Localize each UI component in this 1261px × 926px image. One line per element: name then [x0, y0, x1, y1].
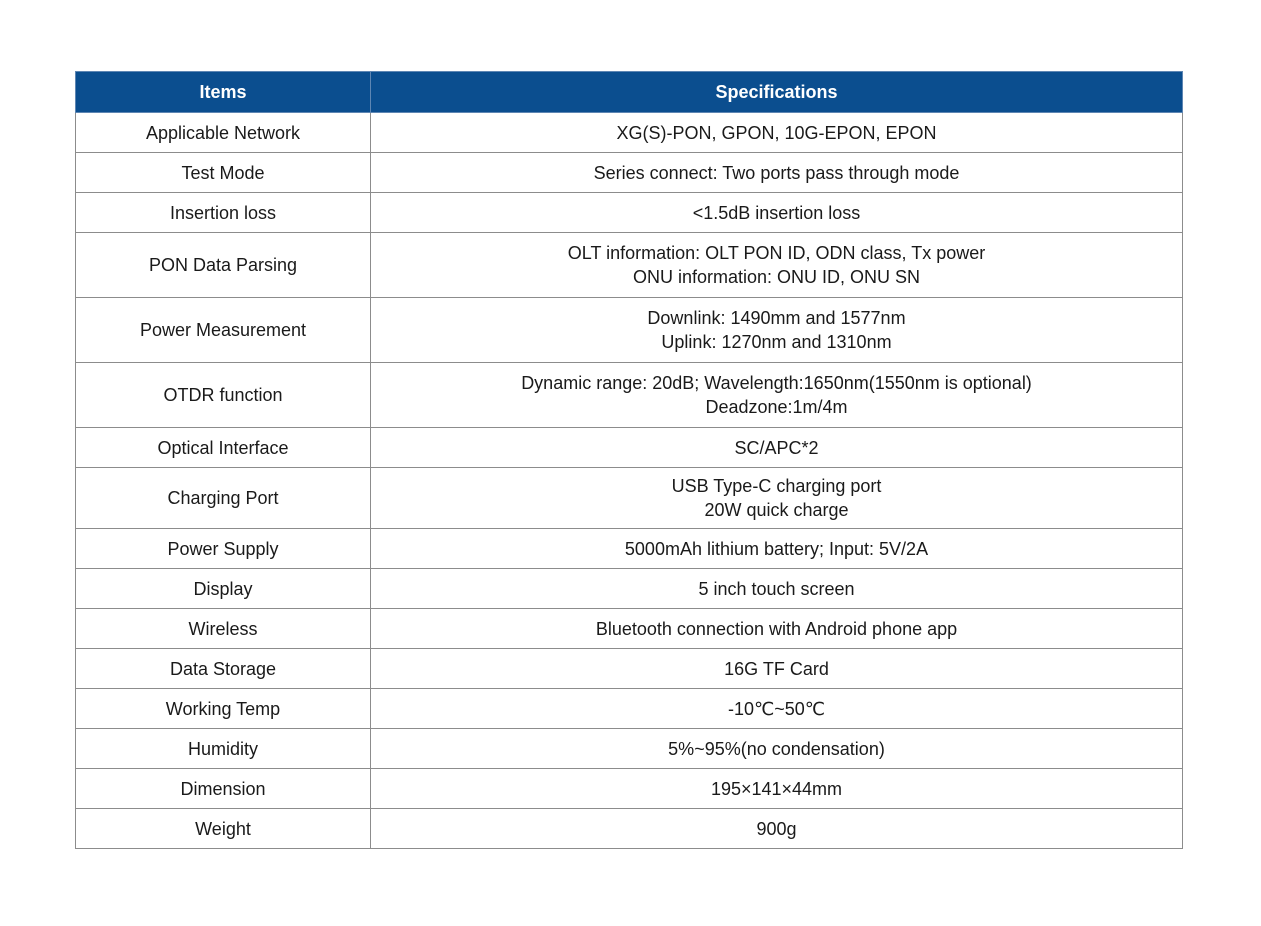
spec-cell [371, 153, 1183, 193]
table-row [76, 769, 1183, 809]
table-row [76, 233, 1183, 298]
spec-cell [371, 569, 1183, 609]
item-cell: PON Data Parsing [76, 233, 371, 298]
spec-line: 5 inch touch screen [698, 578, 855, 599]
spec-cell [371, 729, 1183, 769]
table-row [76, 428, 1183, 468]
spec-line: 5000mAh lithium battery; Input: 5V/2A [624, 538, 929, 559]
table-row [76, 609, 1183, 649]
spec-line: 900g [756, 818, 797, 839]
item-cell: Insertion loss [76, 193, 371, 233]
table-row [76, 569, 1183, 609]
spec-line: 5%~95%(no condensation) [668, 738, 885, 759]
spec-line: <1.5dB insertion loss [692, 202, 861, 223]
item-cell: Power Supply [76, 529, 371, 569]
table-row [76, 363, 1183, 428]
item-cell: Weight [76, 809, 371, 849]
spec-cell [371, 649, 1183, 689]
specifications-table [75, 71, 1183, 849]
spec-line: ONU information: ONU ID, ONU SN [632, 267, 921, 287]
spec-line: OLT information: OLT PON ID, ODN class, Tx power [567, 243, 986, 263]
spec-line: 195×141×44mm [710, 778, 843, 799]
item-cell: Data Storage [76, 649, 371, 689]
item-cell: Humidity [76, 729, 371, 769]
table-row [76, 193, 1183, 233]
item-cell: Wireless [76, 609, 371, 649]
item-cell: Power Measurement [76, 298, 371, 363]
spec-line: USB Type-C charging port [671, 476, 882, 496]
spec-line: XG(S)-PON, GPON, 10G-EPON, EPON [616, 122, 937, 143]
spec-cell [371, 769, 1183, 809]
table-row [76, 729, 1183, 769]
table-row [76, 153, 1183, 193]
spec-line: Bluetooth connection with Android phone app [595, 618, 958, 639]
table-row [76, 809, 1183, 849]
spec-line: Downlink: 1490mm and 1577nm [647, 308, 906, 328]
spec-cell [371, 193, 1183, 233]
item-cell: Charging Port [76, 468, 371, 529]
table-row [76, 298, 1183, 363]
item-cell: Dimension [76, 769, 371, 809]
item-cell: Applicable Network [76, 113, 371, 153]
spec-line: Deadzone:1m/4m [705, 397, 848, 417]
items-column-header: Items [76, 72, 371, 113]
table-row [76, 529, 1183, 569]
spec-cell [371, 809, 1183, 849]
spec-cell [371, 298, 1183, 363]
spec-line: -10℃~50℃ [728, 698, 825, 719]
spec-line: Dynamic range: 20dB; Wavelength:1650nm(1550nm is optional) [521, 373, 1032, 393]
spec-cell [371, 428, 1183, 468]
item-cell: Display [76, 569, 371, 609]
spec-line: 16G TF Card [724, 658, 829, 679]
specifications-column-header: Specifications [371, 72, 1183, 113]
table-row [76, 649, 1183, 689]
spec-cell [371, 233, 1183, 298]
table-row [76, 689, 1183, 729]
spec-cell [371, 609, 1183, 649]
spec-cell [371, 468, 1183, 529]
table-row [76, 113, 1183, 153]
table-header-row [76, 72, 1183, 113]
item-cell: Working Temp [76, 689, 371, 729]
item-cell: Test Mode [76, 153, 371, 193]
spec-line: 20W quick charge [704, 500, 849, 520]
spec-cell [371, 113, 1183, 153]
table-row [76, 468, 1183, 529]
spec-line: Series connect: Two ports pass through mode [593, 162, 960, 183]
spec-line: SC/APC*2 [734, 437, 819, 458]
spec-cell [371, 363, 1183, 428]
item-cell: Optical Interface [76, 428, 371, 468]
spec-line: Uplink: 1270nm and 1310nm [661, 332, 892, 352]
spec-cell [371, 689, 1183, 729]
spec-cell [371, 529, 1183, 569]
item-cell: OTDR function [76, 363, 371, 428]
